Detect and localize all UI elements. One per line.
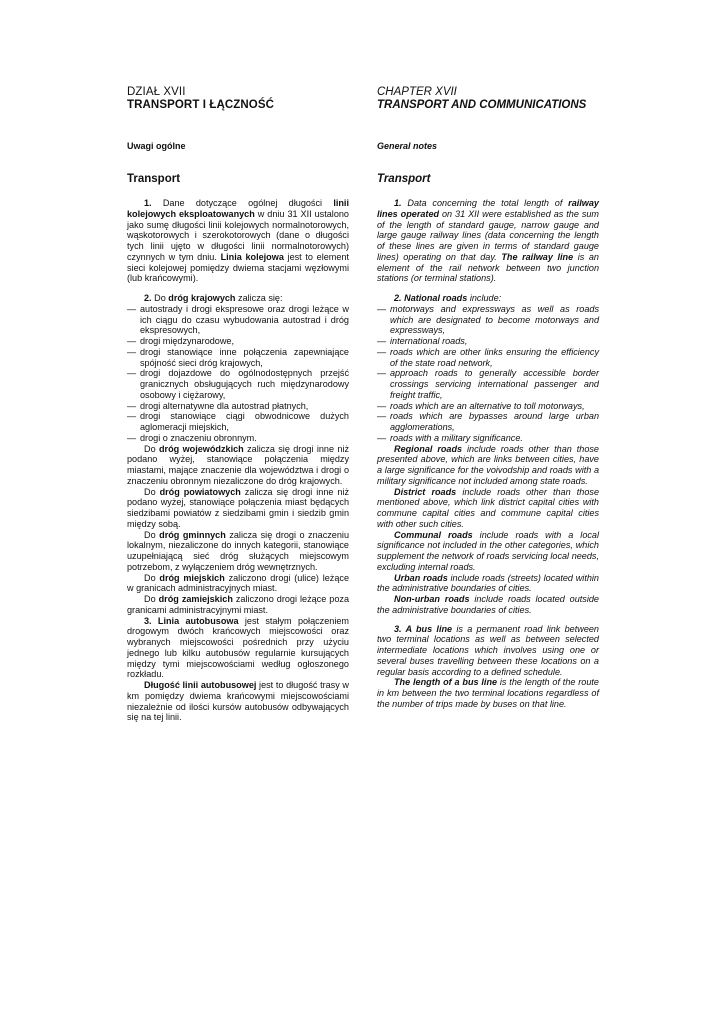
paragraph-bus-line-length: Długość linii autobusowej jest to długość trasy w km pomiędzy dwiema krańcowymi miejscowościami niezależnie od ilości kursów autobusów odbywających się na tej linii. [127, 680, 349, 723]
paragraph-urban-roads: Urban roads include roads (streets) located within the administrative boundaries of cities. [377, 572, 599, 594]
list-item: — drogi alternatywne dla autostrad płatnych, [127, 401, 349, 412]
paragraph-regional-roads: Do dróg wojewódzkich zalicza się drogi inne niż podano wyżej, stanowiące połączenia między miastami, mające znaczenie dla województwa i drogi o znaczeniu obronnym niezaliczone do dróg krajowych. [127, 443, 350, 486]
paragraph-communal-roads: Do dróg gminnych zalicza się drogi o znaczeniu lokalnym, niezaliczone do innych kategorii, stanowiące uzupełniającą sieć dróg służących miejscowym potrzebom, z wyłączeniem dróg wewnętrznych. [127, 529, 350, 572]
chapter-title: TRANSPORT I ŁĄCZNOŚĆ [127, 99, 275, 111]
list-item: — roads which are bypasses around large urban agglomerations, [377, 411, 599, 433]
para-number: 3. [144, 615, 152, 626]
paragraph-district-roads: Do dróg powiatowych zalicza się drogi inne niż podano wyżej, stanowiące połączenia miast będących siedzibami powiatów z siedzibami gmin i siedzib gmin między sobą. [127, 486, 350, 529]
list-item: — drogi międzynarodowe, [127, 336, 349, 347]
general-notes-heading: Uwagi ogólne [127, 141, 186, 151]
para-number: 1. [144, 198, 152, 208]
term-regional-roads: Regional roads [394, 443, 463, 454]
list-item: — international roads, [377, 336, 599, 347]
term-bus-line: Linia autobusowa [151, 615, 239, 626]
paragraph-nonurban-roads: Do dróg zamiejskich zaliczono drogi leżące poza granicami administracyjnymi miast. [127, 594, 349, 615]
term-railway-lines: linii kolejowych eksploatowanych [127, 198, 349, 219]
national-roads-list [377, 304, 599, 444]
paragraph-nonurban-roads: Non-urban roads include roads located outside the administrative boundaries of cities. [377, 594, 599, 615]
term-railway-lines: railway lines operated [377, 198, 599, 219]
term-district-roads: dróg powiatowych [159, 486, 241, 497]
para-number: 3. [394, 623, 402, 634]
paragraph-regional-roads: Regional roads include roads other than those presented above, which are links between cities, have a large significance for the voivodship and roads with a military significance not included among state roads. [377, 443, 599, 486]
paragraph-railway: 1. Data concerning the total length of railway lines operated on 31 XII were established as the sum of the length of standard gauge, narrow gauge and large gauge railway lines (data concerning the length of these lines are given in terms of standard gauge lines) operating on that day. The railway line is an element of the rail network between two junction stations (or terminal stations). [377, 198, 600, 284]
chapter-label: CHAPTER XVII [377, 86, 457, 98]
list-item: — drogi o znaczeniu obronnym. [127, 433, 349, 444]
list-item: — drogi dojazdowe do ogólnodostępnych przejść granicznych obsługujących ruch międzynarodowy osobowy i ciężarowy, [127, 368, 349, 400]
term-national-roads: National roads [401, 293, 468, 303]
paragraph-national-roads: 2. Do dróg krajowych zalicza się: [144, 293, 283, 303]
term-regional-roads: dróg wojewódzkich [159, 443, 244, 454]
chapter-title: TRANSPORT AND COMMUNICATIONS [377, 99, 587, 111]
para-number: 1. [394, 198, 402, 208]
paragraph-bus-line-length: The length of a bus line is the length of the route in km between the two terminal locations regardless of the number of trips made by buses on that line. [377, 677, 599, 709]
paragraph-district-roads: District roads include roads other than those mentioned above, which link district capital cities with commune capital cities and commune capital cities with other such cities. [377, 486, 600, 529]
paragraph-bus-line: 3. A bus line is a permanent road link between two terminal locations as well as between selected intermediate locations which involves using one or several buses travelling between these locations on a regular basis according to a defined schedule. [377, 623, 599, 677]
term-communal-roads: Communal roads [394, 529, 473, 540]
term-nonurban-roads: Non-urban roads [394, 594, 470, 604]
list-item: — drogi stanowiące ciągi obwodnicowe dużych aglomeracji miejskich, [127, 411, 349, 433]
chapter-label: DZIAŁ XVII [127, 86, 186, 98]
term-railway-line: The railway line [501, 251, 574, 262]
term-communal-roads: dróg gminnych [159, 529, 226, 540]
national-roads-list [127, 304, 349, 444]
english-column [377, 86, 599, 710]
list-item: — roads which are an alternative to toll motorways, [377, 401, 599, 412]
term-urban-roads: dróg miejskich [159, 572, 225, 583]
term-nonurban-roads: dróg zamiejskich [158, 594, 233, 604]
term-bus-line: A bus line [401, 623, 453, 634]
list-item: — roads with a military significance. [377, 433, 599, 444]
paragraph-urban-roads: Do dróg miejskich zaliczono drogi (ulice) leżące w granicach administracyjnych miast. [127, 572, 350, 594]
section-title: Transport [127, 173, 181, 185]
general-notes-heading: General notes [377, 141, 438, 151]
list-item: — roads which are other links ensuring the efficiency of the state road network, [377, 347, 599, 369]
list-item: — autostrady i drogi ekspresowe oraz drogi leżące w ich ciągu do czasu wybudowania autostrad i dróg ekspresowych, [127, 304, 349, 336]
list-item: — approach roads to generally accessible border crossings servicing international passenger and freight traffic, [377, 368, 599, 400]
term-bus-line-length: The length of a bus line [394, 677, 498, 688]
term-district-roads: District roads [394, 486, 457, 497]
term-urban-roads: Urban roads [394, 572, 448, 583]
para-number: 2. [394, 293, 402, 303]
paragraph-communal-roads: Communal roads include roads with a local significance not included in the other categories, which supplement the network of roads servicing local needs, excluding internal roads. [377, 529, 599, 572]
term-bus-line-length: Długość linii autobusowej [144, 680, 257, 690]
paragraph-bus-line: 3. Linia autobusowa jest stałym połączeniem drogowym dwóch krańcowych miejscowości oraz wybranych miejscowości pośrednich przy użyciu jednego lub kilku autobusów regularnie kursujących między tymi miejscowościami według ogłoszonego rozkładu. [127, 615, 349, 680]
term-railway-line: Linia kolejowa [220, 251, 284, 262]
paragraph-national-roads: 2. National roads include: [394, 293, 502, 303]
para-number: 2. [144, 293, 152, 303]
polish-column [127, 86, 349, 723]
paragraph-railway: 1. Dane dotyczące ogólnej długości linii kolejowych eksploatowanych w dniu 31 XII ustalono jako sumę długości linii kolejowych normalnotorowych, wąskotorowych i szerokotorowych (dane o długości tych linii ujęto w długości linii normalnotorowych) czynnych w tym dniu. Linia kolejowa jest to element sieci kolejowej pomiędzy dwiema stacjami węzłowymi (lub krańcowymi). [127, 198, 349, 284]
section-title: Transport [377, 173, 431, 185]
list-item: — drogi stanowiące inne połączenia zapewniające spójność sieci dróg krajowych, [127, 347, 349, 369]
term-national-roads: dróg krajowych [168, 293, 236, 303]
list-item: — motorways and expressways as well as roads which are designated to become motorways and expressways, [377, 304, 599, 336]
